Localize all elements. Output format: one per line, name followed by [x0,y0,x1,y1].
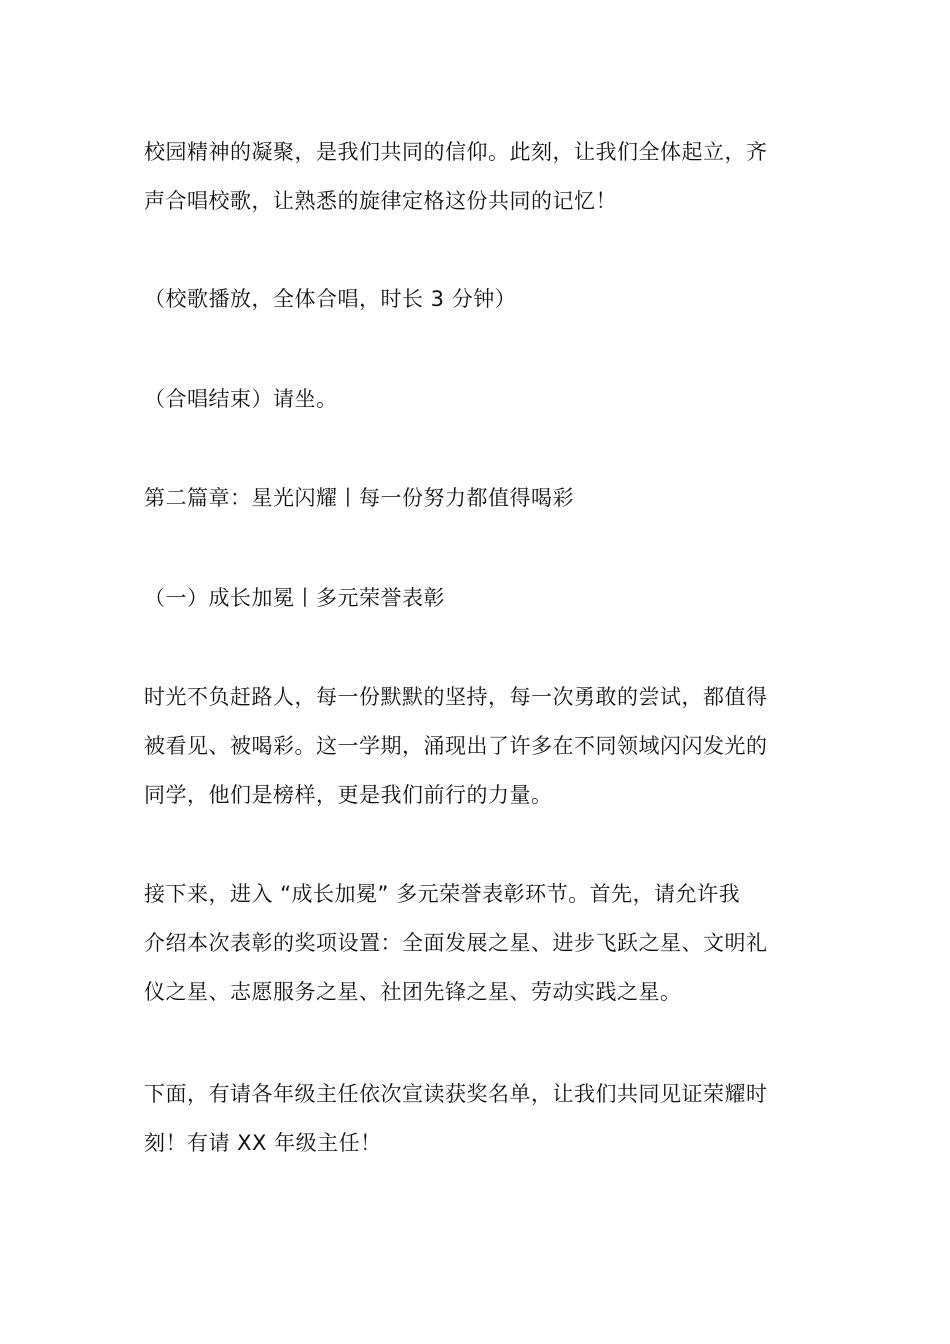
paragraph-chorus-end-note [144,375,814,424]
text-line: （合唱结束）请坐。 [144,387,338,411]
text-line: 接下来，进入 “成长加冕” 多元荣誉表彰环节。首先，请允许我 [144,882,741,906]
paragraph-school-song-intro [144,128,814,226]
text-line: 声合唱校歌，让熟悉的旋律定格这份共同的记忆！ [144,189,617,213]
paragraph-award-settings [144,870,814,1017]
text-line: 刻！有请 XX 年级主任！ [144,1131,382,1155]
text-line: 第二篇章：星光闪耀丨每一份努力都值得喝彩 [144,486,574,510]
paragraph-time-rewards [144,673,814,820]
text-line: （校歌播放，全体合唱，时长 3 分钟） [144,287,517,311]
section-one-heading [144,574,814,623]
chapter-two-heading [144,474,814,523]
text-line: 同学，他们是榜样，更是我们前行的力量。 [144,783,553,807]
text-line: 介绍本次表彰的奖项设置：全面发展之星、进步飞跃之星、文明礼 [144,931,768,955]
text-line: （一）成长加冕丨多元荣誉表彰 [144,586,445,610]
text-line: 校园精神的凝聚，是我们共同的信仰。此刻，让我们全体起立，齐 [144,140,768,164]
text-line: 时光不负赶路人，每一份默默的坚持，每一次勇敢的尝试，都值得 [144,685,768,709]
text-line: 下面，有请各年级主任依次宣读获奖名单，让我们共同见证荣耀时 [144,1082,768,1106]
text-line: 仪之星、志愿服务之星、社团先锋之星、劳动实践之星。 [144,980,682,1004]
text-line: 被看见、被喝彩。这一学期，涌现出了许多在不同领域闪闪发光的 [144,734,768,758]
paragraph-invite-directors [144,1070,814,1168]
paragraph-song-playing-note [144,275,814,324]
